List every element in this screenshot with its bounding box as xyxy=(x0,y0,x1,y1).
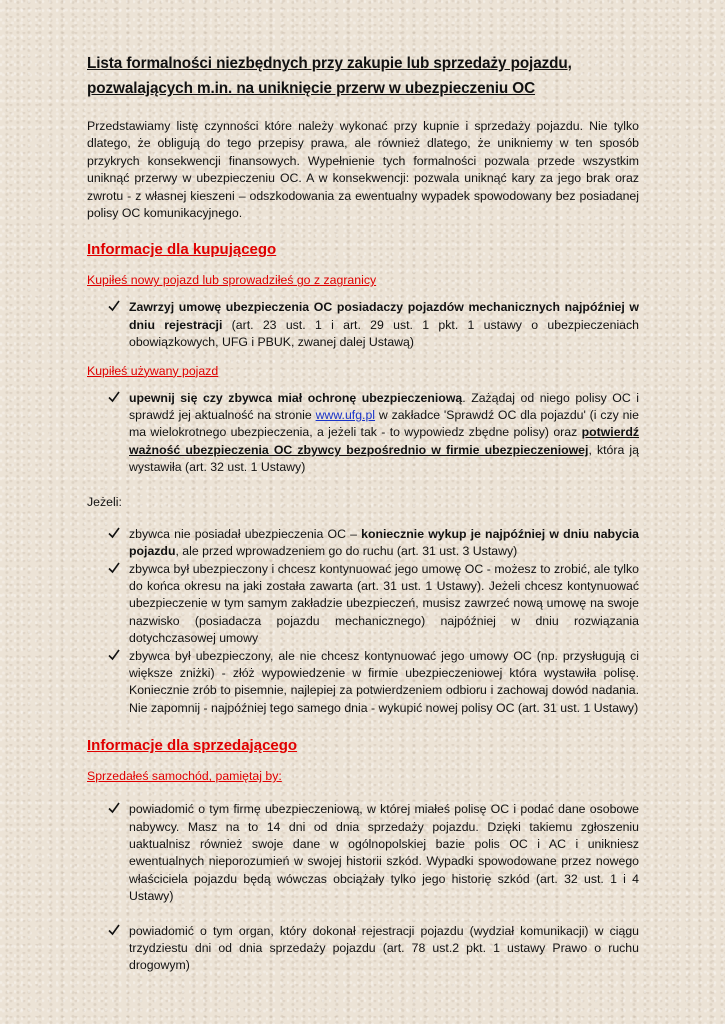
used-item-text-2: w zakładce 'Sprawdź OC dla pojazdu' (i czy nie ma wielokrotnego ubezpieczenia, a jeżeli tak - to wypowiedz zbędne polisy) oraz xyxy=(129,408,639,440)
list-item xyxy=(129,299,639,351)
case-1-start: zbywca nie posiadał ubezpieczenia OC – xyxy=(129,526,362,541)
used-item-bold: upewnij się czy zbywca miał ochronę ubezpieczeniową xyxy=(129,390,463,405)
buyer-heading: Informacje dla kupującego xyxy=(87,241,277,259)
case-1-bold: koniecznie wykup je najpóźniej w dniu nabycia pojazdu xyxy=(129,526,640,559)
checkmark-icon xyxy=(108,299,120,313)
title-line-1: Lista formalności niezbędnych przy zakupie lub sprzedaży pojazdu, xyxy=(87,55,572,72)
new-vehicle-item-bold: Zawrzyj umowę ubezpieczenia OC posiadaczy pojazdów mechanicznych najpóźniej w dniu rejestracji xyxy=(129,300,639,332)
seller-label: Sprzedałeś samochód, pamiętaj by: xyxy=(87,769,282,784)
list-item xyxy=(129,526,639,561)
list-item xyxy=(129,561,639,648)
document-title xyxy=(87,51,639,101)
buyer-new-vehicle-list xyxy=(87,299,639,351)
list-item xyxy=(129,648,639,718)
seller-item-1-text: powiadomić o tym firmę ubezpieczeniową, w której miałeś polisę OC i podać dane osobowe nabywcy. Masz na to 14 dni od dnia sprzedaży pojazdu. Dzięki takiemu zgłoszeniu uaktualnisz również swoje dane w ogólnopolskiej bazie polis OC i AC i unikniesz ewentualnych nieporozumień w swojej historii szkód. Wypadki spowodowane przez nowego właściciela pojazdu będą wówczas obciążały tylko jego historię szkód (art. 32 ust. 1 i 4 Ustawy) xyxy=(129,802,639,904)
used-item-text-end: , która ją wystawiła (art. 32 ust. 1 Ustawy) xyxy=(129,442,639,475)
case-3-text: zbywca był ubezpieczony, ale nie chcesz kontynuować jego umowy OC (np. przysługują ci większe zniżki) - złóż wypowiedzenie w firmie ubezpieczeniowej która wystawiła polisę. Koniecznie zrób to pisemnie, najlepiej za potwierdzeniem odbioru i zachowaj dowód nadania. Nie zapomnij - najpóźniej tego samego dnia - wykupić nowej polisy OC (art. 31 ust. 1 Ustawy) xyxy=(129,648,639,715)
if-label: Jeżeli: xyxy=(87,494,122,509)
used-item-bold-underline: potwierdź ważność ubezpieczenia OC zbywcy bezpośrednio w firmie ubezpieczeniowej xyxy=(129,425,639,457)
list-item xyxy=(129,390,639,477)
buyer-cases-list xyxy=(87,526,639,717)
seller-heading: Informacje dla sprzedającego xyxy=(87,737,298,755)
buyer-used-vehicle-label: Kupiłeś używany pojazd xyxy=(87,363,219,378)
seller-list xyxy=(87,801,639,975)
checkmark-icon xyxy=(108,648,120,662)
list-item xyxy=(129,801,639,905)
ufg-link[interactable]: www.ufg.pl xyxy=(315,408,376,423)
used-item-text-1: . Zażądaj od niego polisy OC i sprawdź jej aktualność na stronie xyxy=(129,390,640,423)
checkmark-icon xyxy=(108,561,120,575)
title-line-2: pozwalających m.in. na uniknięcie przerw w ubezpieczeniu OC xyxy=(87,80,536,97)
seller-item-2-text: powiadomić o tym organ, który dokonał rejestracji pojazdu (wydział komunikacji) w ciągu trzydziestu dni od dnia sprzedaży pojazdu (art. 78 ust.2 pkt. 1 ustawy Prawo o ruchu drogowym) xyxy=(129,923,639,973)
buyer-new-vehicle-label: Kupiłeś nowy pojazd lub sprowadziłeś go z zagranicy xyxy=(87,273,377,288)
checkmark-icon xyxy=(108,390,120,404)
buyer-used-vehicle-list xyxy=(87,390,639,477)
case-1-end: , ale przed wprowadzeniem go do ruchu (art. 31 ust. 3 Ustawy) xyxy=(175,544,518,559)
new-vehicle-item-rest: (art. 23 ust. 1 i art. 29 ust. 1 pkt. 1 ustawy o ubezpieczeniach obowiązkowych, UFG i PBUK, zwanej dalej Ustawą) xyxy=(129,317,639,350)
checkmark-icon xyxy=(108,801,120,815)
case-2-text: zbywca był ubezpieczony i chcesz kontynuować jego umowę OC - możesz to zrobić, ale tylko do końca okresu na jaki została zawarta (art. 31 ust. 1 Ustawy). Jeżeli chcesz kontynuować ubezpieczenie w tym samym zakładzie ubezpieczeń, musisz zawrzeć nową umowę na swoje nazwisko (posiadacza pojazdu mechanicznego) najpóźniej w dniu rozwiązania dotychczasowej umowy xyxy=(129,561,639,646)
checkmark-icon xyxy=(108,526,120,540)
list-item xyxy=(129,923,639,975)
intro-paragraph: Przedstawiamy listę czynności które należy wykonać przy kupnie i sprzedaży pojazdu. Nie tylko dlatego, że obligują do tego przepisy prawa, ale również dlatego, że unikniemy w ten sposób przykrych konsekwencji finansowych. Wypełnienie tych formalności pozwala przede wszystkim uniknąć przerwy w ubezpieczeniu OC. A w konsekwencji: pozwala uniknąć kary za jego brak oraz zwrotu - z własnej kieszeni – odszkodowania za ewentualny wypadek spowodowany bez posiadanej polisy OC komunikacyjnego. xyxy=(87,119,639,221)
checkmark-icon xyxy=(108,923,120,937)
